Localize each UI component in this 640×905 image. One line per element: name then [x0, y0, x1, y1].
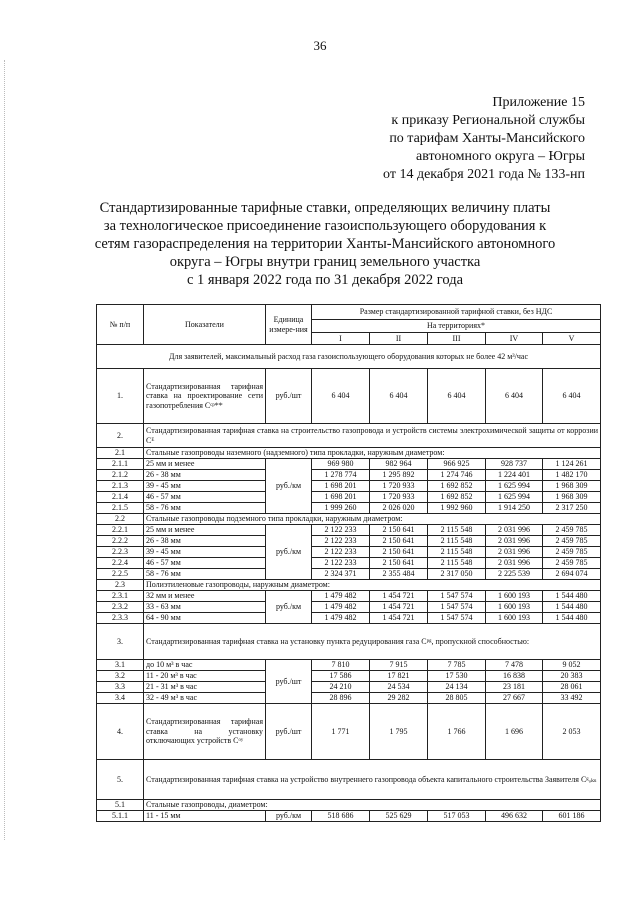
table-row [97, 481, 601, 492]
table-row [97, 547, 601, 558]
row-unit: руб./км [266, 811, 312, 822]
cell-value: 17 530 [428, 671, 486, 682]
row-num: 2.3 [97, 580, 144, 591]
cell-value: 7 478 [486, 660, 543, 671]
row-num: 2.3.3 [97, 613, 144, 624]
table-row [97, 470, 601, 481]
row-num: 2.1.3 [97, 481, 144, 492]
cell-value: 1 692 852 [428, 492, 486, 503]
row-label: 26 - 38 мм [144, 470, 266, 481]
row-label: 33 - 63 мм [144, 602, 266, 613]
appendix-header [383, 94, 585, 184]
table-row [97, 671, 601, 682]
row-label: 39 - 45 мм [144, 481, 266, 492]
cell-value: 2 031 996 [486, 558, 543, 569]
document-title [70, 199, 580, 289]
row-label: 64 - 90 мм [144, 613, 266, 624]
table-row [97, 369, 601, 424]
cell-value: 2 225 539 [486, 569, 543, 580]
row-num: 2.3.2 [97, 602, 144, 613]
table-row [97, 811, 601, 822]
cell-value: 2 122 233 [312, 536, 370, 547]
cell-value: 6 404 [543, 369, 601, 424]
cell-value: 1 482 170 [543, 470, 601, 481]
cell-value: 2 115 548 [428, 547, 486, 558]
table-row [97, 492, 601, 503]
title-line: округа – Югры внутри границ земельного участка [169, 254, 481, 270]
row-num: 2.2 [97, 514, 144, 525]
cell-value: 2 324 371 [312, 569, 370, 580]
cell-value: 1 992 960 [428, 503, 486, 514]
cell-value: 1 479 482 [312, 613, 370, 624]
header-territories: На территориях* [312, 320, 601, 333]
cell-value: 1 295 892 [370, 470, 428, 481]
cell-value: 1 278 774 [312, 470, 370, 481]
row-num: 2.2.4 [97, 558, 144, 569]
cell-value: 6 404 [486, 369, 543, 424]
appendix-line: Приложение 15 [492, 95, 585, 110]
title-line: Стандартизированные тарифные ставки, определяющих величину платы [99, 200, 551, 216]
cell-value: 1 224 401 [486, 470, 543, 481]
row-label: 58 - 76 мм [144, 503, 266, 514]
cell-value: 1 600 193 [486, 613, 543, 624]
header-indicator: Показатели [144, 305, 266, 345]
row-num: 2.2.5 [97, 569, 144, 580]
row-num: 2.1.1 [97, 459, 144, 470]
table-row [97, 459, 601, 470]
cell-value: 1 720 933 [370, 481, 428, 492]
row-label: 25 мм и менее [144, 525, 266, 536]
scan-edge-line [4, 60, 5, 840]
row-label: до 10 м³ в час [144, 660, 266, 671]
row-label: 32 - 49 м³ в час [144, 693, 266, 704]
row-label: 46 - 57 мм [144, 492, 266, 503]
cell-value: 1 454 721 [370, 591, 428, 602]
cell-value: 17 586 [312, 671, 370, 682]
row-label: 11 - 20 м³ в час [144, 671, 266, 682]
cell-value: 1 968 309 [543, 492, 601, 503]
table-row [97, 624, 601, 660]
cell-value: 24 534 [370, 682, 428, 693]
table-row [97, 514, 601, 525]
row-num: 2.1.4 [97, 492, 144, 503]
cell-value: 2 150 641 [370, 547, 428, 558]
cell-value: 1 771 [312, 704, 370, 760]
cell-value: 2 317 250 [543, 503, 601, 514]
table-row [97, 591, 601, 602]
cell-value: 2 115 548 [428, 525, 486, 536]
table-row [97, 580, 601, 591]
cell-value: 24 134 [428, 682, 486, 693]
cell-value: 2 115 548 [428, 536, 486, 547]
cell-value: 6 404 [428, 369, 486, 424]
cell-value: 2 150 641 [370, 536, 428, 547]
row-label: Стандартизированная тарифная ставка на устройство внутреннего газопровода объекта капитального строительства Заявителя Cᵍₒₖₛ [144, 760, 601, 800]
appendix-line: автономного округа – Югры [416, 149, 585, 164]
cell-value: 1 454 721 [370, 602, 428, 613]
cell-value: 2 355 484 [370, 569, 428, 580]
cell-value: 496 632 [486, 811, 543, 822]
table-row [97, 536, 601, 547]
cell-value: 1 720 933 [370, 492, 428, 503]
cell-value: 2 122 233 [312, 558, 370, 569]
row-num: 2.3.1 [97, 591, 144, 602]
row-num: 2.1.5 [97, 503, 144, 514]
cell-value: 24 210 [312, 682, 370, 693]
cell-value: 1 479 482 [312, 591, 370, 602]
table-row [97, 602, 601, 613]
cell-value: 1 698 201 [312, 481, 370, 492]
row-label: 39 - 45 мм [144, 547, 266, 558]
cell-value: 601 186 [543, 811, 601, 822]
cell-value: 2 150 641 [370, 525, 428, 536]
row-unit: руб./км [266, 459, 312, 514]
row-label: Стандартизированная тарифная ставка на строительство газопровода и устройств системы электрохимической защиты от коррозии Cᴱ [144, 424, 601, 448]
row-label: 32 мм и менее [144, 591, 266, 602]
cell-value: 1 600 193 [486, 591, 543, 602]
cell-value: 2 053 [543, 704, 601, 760]
cell-value: 1 479 482 [312, 602, 370, 613]
cell-value: 966 925 [428, 459, 486, 470]
cell-value: 28 896 [312, 693, 370, 704]
title-line: сетям газораспределения на территории Ханты-Мансийского автономного [94, 236, 556, 252]
row-label: 46 - 57 мм [144, 558, 266, 569]
cell-value: 2 122 233 [312, 547, 370, 558]
row-unit: руб./шт [266, 369, 312, 424]
row-num: 5.1.1 [97, 811, 144, 822]
cell-value: 1 698 201 [312, 492, 370, 503]
row-label: Полиэтиленовые газопроводы, наружным диаметром: [144, 580, 601, 591]
row-num: 2.1 [97, 448, 144, 459]
row-num: 3.3 [97, 682, 144, 693]
cell-value: 1 795 [370, 704, 428, 760]
cell-value: 2 694 074 [543, 569, 601, 580]
table-row [97, 613, 601, 624]
row-label: 58 - 76 мм [144, 569, 266, 580]
cell-value: 2 031 996 [486, 547, 543, 558]
cell-value: 1 274 746 [428, 470, 486, 481]
cell-value: 2 459 785 [543, 547, 601, 558]
cell-value: 1 544 480 [543, 591, 601, 602]
cell-value: 7 810 [312, 660, 370, 671]
row-num: 2.2.1 [97, 525, 144, 536]
cell-value: 982 964 [370, 459, 428, 470]
row-num: 2. [97, 424, 144, 448]
cell-value: 1 625 994 [486, 481, 543, 492]
cell-value: 1 544 480 [543, 602, 601, 613]
cell-value: 2 150 641 [370, 558, 428, 569]
cell-value: 1 454 721 [370, 613, 428, 624]
cell-value: 1 600 193 [486, 602, 543, 613]
table-row [97, 448, 601, 459]
header-col: I [312, 333, 370, 345]
cell-value: 2 459 785 [543, 536, 601, 547]
table-row [97, 693, 601, 704]
appendix-line: от 14 декабря 2021 года № 133-нп [383, 167, 585, 182]
section-main: Для заявителей, максимальный расход газа газоиспользующего оборудования которых не более 42 м³/час [97, 345, 601, 369]
cell-value: 2 459 785 [543, 558, 601, 569]
table-row [97, 704, 601, 760]
cell-value: 7 915 [370, 660, 428, 671]
row-label: Стальные газопроводы наземного (надземного) типа прокладки, наружным диаметром: [144, 448, 601, 459]
table-row [97, 682, 601, 693]
cell-value: 2 031 996 [486, 525, 543, 536]
cell-value: 23 181 [486, 682, 543, 693]
cell-value: 1 625 994 [486, 492, 543, 503]
cell-value: 2 026 020 [370, 503, 428, 514]
cell-value: 1 547 574 [428, 613, 486, 624]
title-line: за технологическое присоединение газоиспользующего оборудования к [103, 218, 547, 234]
cell-value: 29 282 [370, 693, 428, 704]
cell-value: 17 821 [370, 671, 428, 682]
row-label: Стальные газопроводы, диаметром: [144, 800, 601, 811]
row-num: 5.1 [97, 800, 144, 811]
cell-value: 6 404 [312, 369, 370, 424]
cell-value: 1 692 852 [428, 481, 486, 492]
title-line: с 1 января 2022 года по 31 декабря 2022 года [186, 272, 464, 288]
row-label: Стандартизированная тарифная ставка на установку отключающих устройств Cᵒʸ [144, 704, 266, 760]
row-unit: руб./шт [266, 660, 312, 704]
row-num: 1. [97, 369, 144, 424]
table-row [97, 760, 601, 800]
cell-value: 2 122 233 [312, 525, 370, 536]
row-label: Стандартизированная тарифная ставка на проектирование сети газопотребления Cᶜᵖ** [144, 369, 266, 424]
cell-value: 1 968 309 [543, 481, 601, 492]
tariff-table [96, 304, 601, 822]
table-row [97, 424, 601, 448]
table-row [97, 503, 601, 514]
cell-value: 2 459 785 [543, 525, 601, 536]
header-col: IV [486, 333, 543, 345]
page-number: 36 [313, 38, 327, 53]
cell-value: 1 999 260 [312, 503, 370, 514]
row-label: Стандартизированная тарифная ставка на установку пункта редуцирования газа Cᵖᵍ, пропускной способностью: [144, 624, 601, 660]
cell-value: 2 317 050 [428, 569, 486, 580]
cell-value: 1 124 261 [543, 459, 601, 470]
row-num: 3.4 [97, 693, 144, 704]
appendix-line: к приказу Региональной службы [391, 113, 585, 128]
header-size: Размер стандартизированной тарифной ставки, без НДС [312, 305, 601, 320]
row-unit: руб./км [266, 591, 312, 624]
row-num: 2.2.3 [97, 547, 144, 558]
cell-value: 1 696 [486, 704, 543, 760]
row-label: 26 - 38 мм [144, 536, 266, 547]
cell-value: 28 061 [543, 682, 601, 693]
cell-value: 1 914 250 [486, 503, 543, 514]
row-label: 11 - 15 мм [144, 811, 266, 822]
row-num: 5. [97, 760, 144, 800]
cell-value: 20 383 [543, 671, 601, 682]
header-unit: Единица измере-ния [266, 305, 312, 345]
row-num: 4. [97, 704, 144, 760]
cell-value: 2 115 548 [428, 558, 486, 569]
cell-value: 517 053 [428, 811, 486, 822]
cell-value: 969 980 [312, 459, 370, 470]
cell-value: 7 785 [428, 660, 486, 671]
row-label: Стальные газопроводы подземного типа прокладки, наружным диаметром: [144, 514, 601, 525]
table-row [97, 569, 601, 580]
cell-value: 1 544 480 [543, 613, 601, 624]
cell-value: 28 805 [428, 693, 486, 704]
cell-value: 33 492 [543, 693, 601, 704]
cell-value: 525 629 [370, 811, 428, 822]
cell-value: 16 838 [486, 671, 543, 682]
header-col: II [370, 333, 428, 345]
row-label: 25 мм и менее [144, 459, 266, 470]
row-num: 2.2.2 [97, 536, 144, 547]
table-row [97, 800, 601, 811]
row-num: 3.2 [97, 671, 144, 682]
row-num: 2.1.2 [97, 470, 144, 481]
header-num: № п/п [97, 305, 144, 345]
header-col: V [543, 333, 601, 345]
header-col: III [428, 333, 486, 345]
row-num: 3.1 [97, 660, 144, 671]
cell-value: 928 737 [486, 459, 543, 470]
row-unit: руб./км [266, 525, 312, 580]
row-unit: руб./шт [266, 704, 312, 760]
cell-value: 27 667 [486, 693, 543, 704]
cell-value: 518 686 [312, 811, 370, 822]
cell-value: 2 031 996 [486, 536, 543, 547]
row-num: 3. [97, 624, 144, 660]
cell-value: 1 547 574 [428, 591, 486, 602]
cell-value: 1 547 574 [428, 602, 486, 613]
table-row [97, 558, 601, 569]
cell-value: 6 404 [370, 369, 428, 424]
cell-value: 1 766 [428, 704, 486, 760]
table-row [97, 525, 601, 536]
appendix-line: по тарифам Ханты-Мансийского [389, 131, 585, 146]
row-label: 21 - 31 м³ в час [144, 682, 266, 693]
cell-value: 9 052 [543, 660, 601, 671]
table-row [97, 660, 601, 671]
